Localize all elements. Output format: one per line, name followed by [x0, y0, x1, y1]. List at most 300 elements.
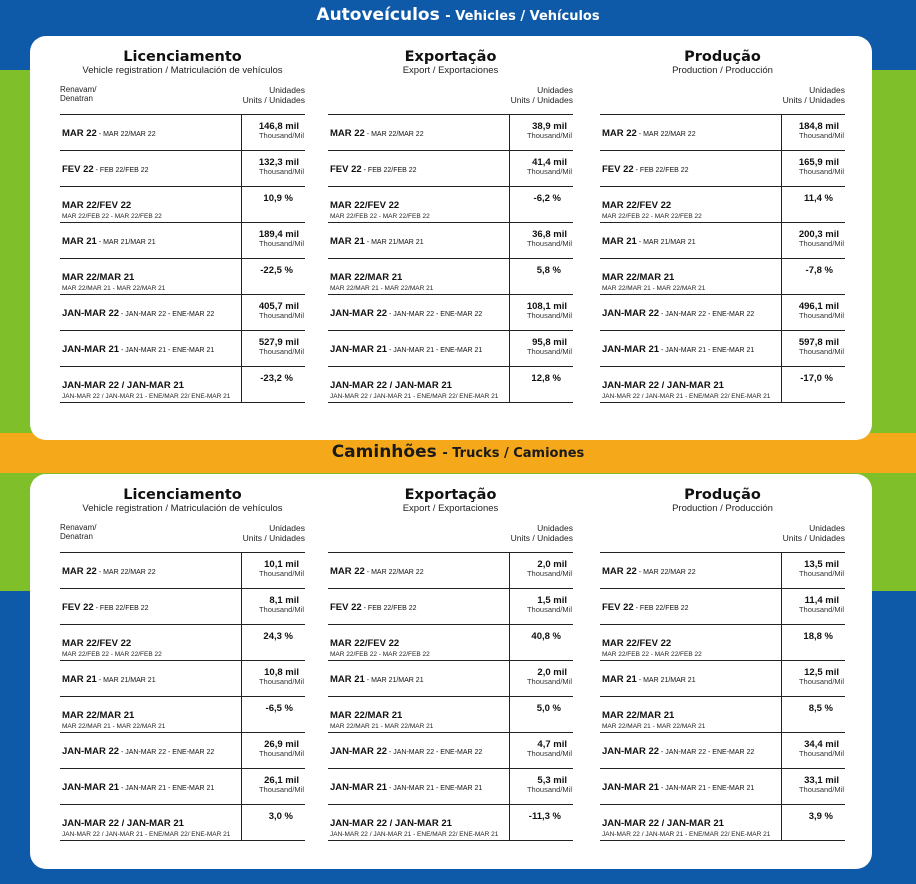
row-label: MAR 21 - MAR 21/MAR 21 — [602, 236, 696, 247]
units-label: Unidades — [269, 523, 305, 533]
value-number: 146,8 mil — [258, 121, 299, 132]
row-label: MAR 22 - MAR 22/MAR 22 — [602, 128, 696, 139]
row-label — [602, 195, 780, 221]
value-number: 34,4 mil — [804, 739, 839, 750]
column-subtitle: Production / Producción — [672, 65, 773, 76]
value-unit: Thousand/Mil — [798, 347, 844, 356]
data-source-line: Renavam/ — [60, 85, 97, 94]
row-label — [330, 633, 508, 659]
units-translation: Units / Unidades — [510, 95, 573, 105]
value-cell — [781, 661, 845, 696]
units-header — [783, 523, 845, 543]
section-title-trucks: Caminhões - Trucks / Camiones — [331, 442, 585, 462]
units-header — [511, 523, 573, 543]
value-number: 8,1 mil — [269, 595, 299, 606]
period-translation: MAR 21/MAR 21 — [103, 677, 156, 684]
table-row — [600, 223, 845, 259]
period-label: MAR 22 — [330, 128, 365, 139]
period-translation: MAR 22/MAR 21 - MAR 22/MAR 21 — [602, 285, 706, 292]
section-subtitle: Trucks / Camiones — [452, 446, 585, 461]
data-source-line: Renavam/ — [60, 523, 97, 532]
data-table — [328, 114, 573, 403]
period-label: MAR 21 — [602, 674, 637, 685]
value-unit: Thousand/Mil — [798, 605, 844, 614]
value-cell — [781, 367, 845, 402]
period-translation: JAN-MAR 22 / JAN-MAR 21 - ENE/MAR 22/ ENE-MAR 21 — [330, 831, 499, 838]
table-row — [600, 367, 845, 403]
value-percent: 40,8 % — [531, 631, 561, 642]
value-unit: Thousand/Mil — [258, 605, 304, 614]
row-label: MAR 22 - MAR 22/MAR 22 — [62, 566, 156, 577]
value-percent: -7,8 % — [805, 265, 833, 276]
value-number: 189,4 mil — [258, 229, 299, 240]
row-label — [602, 813, 780, 839]
period-label: MAR 22/MAR 21 — [330, 272, 403, 283]
table-row — [328, 151, 573, 187]
table-row — [60, 769, 305, 805]
value-number: 4,7 mil — [537, 739, 567, 750]
value-number: 95,8 mil — [532, 337, 567, 348]
section-title-vehicles: Autoveículos - Vehicles / Vehículos — [316, 5, 600, 25]
units-header — [243, 85, 305, 105]
column-subtitle: Export / Exportaciones — [402, 503, 499, 514]
row-label — [602, 375, 780, 401]
value-cell — [241, 733, 305, 768]
value-cell — [241, 223, 305, 258]
vehicles-card — [30, 36, 872, 440]
period-translation: JAN-MAR 22 - ENE-MAR 22 — [393, 749, 483, 756]
table-row — [60, 625, 305, 661]
value-number: 200,3 mil — [798, 229, 839, 240]
table-row — [328, 769, 573, 805]
column-subtitle: Vehicle registration / Matriculación de vehículos — [82, 65, 283, 76]
row-label — [62, 813, 240, 839]
table-row — [60, 295, 305, 331]
table-row — [60, 151, 305, 187]
period-translation: MAR 22/MAR 21 - MAR 22/MAR 21 — [602, 723, 706, 730]
value-cell — [781, 733, 845, 768]
row-label: JAN-MAR 21 - JAN-MAR 21 - ENE-MAR 21 — [62, 344, 215, 355]
units-header — [511, 85, 573, 105]
units-label: Unidades — [537, 85, 573, 95]
column-title: Produção — [684, 49, 761, 65]
column-header — [600, 49, 845, 76]
row-label: MAR 21 - MAR 21/MAR 21 — [62, 236, 156, 247]
value-cell — [781, 187, 845, 222]
value-number: 10,1 mil — [264, 559, 299, 570]
row-label: FEV 22 - FEB 22/FEB 22 — [602, 164, 689, 175]
period-translation: MAR 22/FEB 22 - MAR 22/FEB 22 — [330, 651, 430, 658]
value-unit: Thousand/Mil — [798, 239, 844, 248]
value-unit: Thousand/Mil — [258, 347, 304, 356]
units-label: Unidades — [269, 85, 305, 95]
table-row — [328, 733, 573, 769]
units-label: Unidades — [809, 523, 845, 533]
period-translation: MAR 22/FEB 22 - MAR 22/FEB 22 — [62, 651, 162, 658]
table-row — [328, 295, 573, 331]
row-label: MAR 21 - MAR 21/MAR 21 — [330, 674, 424, 685]
value-number: 108,1 mil — [526, 301, 567, 312]
value-unit: Thousand/Mil — [526, 311, 572, 320]
data-table — [328, 552, 573, 841]
row-label: MAR 22 - MAR 22/MAR 22 — [330, 128, 424, 139]
table-row — [60, 733, 305, 769]
value-cell — [241, 115, 305, 150]
value-cell — [241, 661, 305, 696]
period-translation: MAR 21/MAR 21 — [643, 239, 696, 246]
period-translation: JAN-MAR 22 / JAN-MAR 21 - ENE/MAR 22/ ENE-MAR 21 — [330, 393, 499, 400]
table-row — [328, 259, 573, 295]
value-cell — [781, 553, 845, 588]
value-cell — [781, 295, 845, 330]
value-percent: 8,5 % — [808, 703, 833, 714]
value-percent: -6,5 % — [265, 703, 293, 714]
value-number: 26,1 mil — [264, 775, 299, 786]
period-label: FEV 22 — [62, 164, 94, 175]
units-label: Unidades — [537, 523, 573, 533]
value-number: 38,9 mil — [532, 121, 567, 132]
column-title: Produção — [684, 487, 761, 503]
value-cell — [241, 625, 305, 660]
period-label: JAN-MAR 22 / JAN-MAR 21 — [62, 380, 184, 391]
column-title: Licenciamento — [123, 49, 242, 65]
row-label: JAN-MAR 21 - JAN-MAR 21 - ENE-MAR 21 — [330, 782, 483, 793]
value-unit: Thousand/Mil — [798, 677, 844, 686]
value-cell — [241, 769, 305, 804]
value-percent: 12,8 % — [531, 373, 561, 384]
period-translation: FEB 22/FEB 22 — [639, 605, 689, 612]
table-row — [328, 367, 573, 403]
value-cell — [509, 733, 573, 768]
table-row — [60, 187, 305, 223]
value-unit: Thousand/Mil — [258, 311, 304, 320]
value-unit: Thousand/Mil — [526, 239, 572, 248]
value-number: 405,7 mil — [258, 301, 299, 312]
value-cell — [509, 331, 573, 366]
value-cell — [241, 151, 305, 186]
value-cell — [241, 259, 305, 294]
row-label: FEV 22 - FEB 22/FEB 22 — [62, 164, 149, 175]
period-translation: JAN-MAR 22 - ENE-MAR 22 — [665, 311, 755, 318]
table-row — [60, 223, 305, 259]
period-label: JAN-MAR 21 — [330, 782, 388, 793]
period-translation: JAN-MAR 22 - ENE-MAR 22 — [125, 311, 215, 318]
value-cell — [509, 295, 573, 330]
period-label: FEV 22 — [330, 602, 362, 613]
column-header — [328, 49, 573, 76]
value-cell — [509, 661, 573, 696]
table-row — [600, 187, 845, 223]
period-label: JAN-MAR 22 — [602, 308, 660, 319]
value-cell — [241, 697, 305, 732]
table-row — [328, 115, 573, 151]
value-percent: 5,0 % — [536, 703, 561, 714]
period-label: JAN-MAR 22 / JAN-MAR 21 — [330, 818, 452, 829]
value-cell — [241, 295, 305, 330]
value-unit: Thousand/Mil — [258, 239, 304, 248]
value-number: 12,5 mil — [804, 667, 839, 678]
period-translation: JAN-MAR 21 - ENE-MAR 21 — [125, 347, 215, 354]
row-label: JAN-MAR 22 - JAN-MAR 22 - ENE-MAR 22 — [62, 746, 215, 757]
row-label: JAN-MAR 22 - JAN-MAR 22 - ENE-MAR 22 — [62, 308, 215, 319]
period-translation: FEB 22/FEB 22 — [99, 605, 149, 612]
value-percent: 3,0 % — [268, 811, 293, 822]
column-subtitle: Export / Exportaciones — [402, 65, 499, 76]
row-label: MAR 22 - MAR 22/MAR 22 — [330, 566, 424, 577]
value-unit: Thousand/Mil — [526, 569, 572, 578]
period-label: MAR 22/MAR 21 — [602, 710, 675, 721]
value-percent: 5,8 % — [536, 265, 561, 276]
value-percent: -22,5 % — [260, 265, 293, 276]
column-header — [600, 487, 845, 514]
table-row — [60, 553, 305, 589]
table-row — [60, 367, 305, 403]
table-row — [600, 331, 845, 367]
row-label — [602, 267, 780, 293]
period-label: JAN-MAR 22 / JAN-MAR 21 — [602, 380, 724, 391]
table-row — [328, 187, 573, 223]
value-number: 26,9 mil — [264, 739, 299, 750]
period-translation: MAR 21/MAR 21 — [371, 677, 424, 684]
value-percent: -11,3 % — [528, 811, 561, 822]
period-translation: MAR 22/FEB 22 - MAR 22/FEB 22 — [62, 213, 162, 220]
column-title: Exportação — [404, 49, 497, 65]
table-row — [600, 259, 845, 295]
row-label: MAR 21 - MAR 21/MAR 21 — [62, 674, 156, 685]
value-cell — [241, 805, 305, 840]
row-label: MAR 21 - MAR 21/MAR 21 — [602, 674, 696, 685]
table-row — [600, 625, 845, 661]
period-translation: MAR 22/MAR 22 — [643, 569, 696, 576]
row-label — [602, 705, 780, 731]
value-number: 132,3 mil — [258, 157, 299, 168]
period-translation: MAR 22/FEB 22 - MAR 22/FEB 22 — [602, 213, 702, 220]
period-translation: JAN-MAR 22 - ENE-MAR 22 — [393, 311, 483, 318]
period-translation: MAR 22/MAR 22 — [103, 131, 156, 138]
period-translation: FEB 22/FEB 22 — [367, 605, 417, 612]
data-table — [60, 552, 305, 841]
value-number: 13,5 mil — [804, 559, 839, 570]
period-label: MAR 22 — [602, 566, 637, 577]
data-source-line: Denatran — [60, 532, 93, 541]
units-translation: Units / Unidades — [510, 533, 573, 543]
value-unit: Thousand/Mil — [526, 347, 572, 356]
table-row — [600, 697, 845, 733]
period-translation: MAR 22/MAR 22 — [103, 569, 156, 576]
period-label: MAR 22/MAR 21 — [602, 272, 675, 283]
value-cell — [509, 625, 573, 660]
table-row — [328, 661, 573, 697]
table-row — [328, 625, 573, 661]
period-label: MAR 22/FEV 22 — [602, 200, 672, 211]
row-label — [62, 195, 240, 221]
row-label — [330, 375, 508, 401]
value-cell — [509, 769, 573, 804]
table-row — [600, 733, 845, 769]
value-unit: Thousand/Mil — [258, 167, 304, 176]
value-percent: 24,3 % — [263, 631, 293, 642]
period-label: MAR 21 — [62, 674, 97, 685]
column-header — [328, 487, 573, 514]
period-label: JAN-MAR 22 — [62, 746, 120, 757]
value-unit: Thousand/Mil — [258, 131, 304, 140]
value-unit: Thousand/Mil — [798, 785, 844, 794]
value-cell — [781, 697, 845, 732]
data-source-line: Denatran — [60, 94, 93, 103]
value-cell — [509, 367, 573, 402]
value-cell — [509, 259, 573, 294]
value-unit: Thousand/Mil — [258, 785, 304, 794]
value-cell — [781, 331, 845, 366]
period-translation: JAN-MAR 21 - ENE-MAR 21 — [393, 785, 483, 792]
value-unit: Thousand/Mil — [798, 167, 844, 176]
period-label: MAR 21 — [330, 674, 365, 685]
value-number: 165,9 mil — [798, 157, 839, 168]
period-label: MAR 21 — [602, 236, 637, 247]
table-row — [328, 697, 573, 733]
period-translation: MAR 22/FEB 22 - MAR 22/FEB 22 — [602, 651, 702, 658]
value-number: 2,0 mil — [537, 559, 567, 570]
row-label — [602, 633, 780, 659]
value-cell — [241, 589, 305, 624]
table-row — [600, 151, 845, 187]
value-number: 41,4 mil — [532, 157, 567, 168]
data-table — [600, 114, 845, 403]
units-header — [783, 85, 845, 105]
value-cell — [509, 697, 573, 732]
value-cell — [781, 259, 845, 294]
value-number: 10,8 mil — [264, 667, 299, 678]
period-label: JAN-MAR 22 / JAN-MAR 21 — [62, 818, 184, 829]
row-label — [62, 375, 240, 401]
period-label: JAN-MAR 22 — [330, 746, 388, 757]
table-row — [328, 223, 573, 259]
table-row — [600, 661, 845, 697]
row-label: FEV 22 - FEB 22/FEB 22 — [330, 164, 417, 175]
row-label — [330, 195, 508, 221]
value-percent: -17,0 % — [800, 373, 833, 384]
table-row — [600, 589, 845, 625]
value-cell — [241, 331, 305, 366]
column-header — [60, 487, 305, 514]
value-number: 11,4 mil — [804, 595, 839, 606]
value-unit: Thousand/Mil — [258, 677, 304, 686]
value-cell — [781, 625, 845, 660]
value-number: 527,9 mil — [258, 337, 299, 348]
units-label: Unidades — [809, 85, 845, 95]
row-label: FEV 22 - FEB 22/FEB 22 — [602, 602, 689, 613]
period-translation: JAN-MAR 22 / JAN-MAR 21 - ENE/MAR 22/ ENE-MAR 21 — [602, 831, 771, 838]
section-main-title: Caminhões — [331, 442, 437, 462]
period-translation: JAN-MAR 22 / JAN-MAR 21 - ENE/MAR 22/ ENE-MAR 21 — [62, 393, 231, 400]
period-label: FEV 22 — [602, 602, 634, 613]
table-row — [60, 589, 305, 625]
value-percent: 11,4 % — [803, 193, 833, 204]
period-translation: JAN-MAR 21 - ENE-MAR 21 — [125, 785, 215, 792]
period-label: MAR 22/FEV 22 — [330, 200, 400, 211]
data-source — [60, 523, 96, 541]
value-unit: Thousand/Mil — [526, 167, 572, 176]
period-translation: MAR 22/MAR 22 — [643, 131, 696, 138]
table-row — [600, 295, 845, 331]
value-unit: Thousand/Mil — [798, 311, 844, 320]
table-row — [600, 115, 845, 151]
period-translation: MAR 22/FEB 22 - MAR 22/FEB 22 — [330, 213, 430, 220]
units-translation: Units / Unidades — [242, 95, 305, 105]
row-label: JAN-MAR 22 - JAN-MAR 22 - ENE-MAR 22 — [602, 308, 755, 319]
row-label — [62, 705, 240, 731]
period-label: JAN-MAR 21 — [330, 344, 388, 355]
value-number: 184,8 mil — [798, 121, 839, 132]
table-row — [60, 115, 305, 151]
period-translation: FEB 22/FEB 22 — [639, 167, 689, 174]
row-label — [62, 633, 240, 659]
table-row — [60, 697, 305, 733]
value-cell — [509, 151, 573, 186]
row-label: JAN-MAR 22 - JAN-MAR 22 - ENE-MAR 22 — [330, 308, 483, 319]
column-subtitle: Production / Producción — [672, 503, 773, 514]
value-cell — [781, 151, 845, 186]
row-label: JAN-MAR 21 - JAN-MAR 21 - ENE-MAR 21 — [330, 344, 483, 355]
value-cell — [509, 187, 573, 222]
period-translation: FEB 22/FEB 22 — [367, 167, 417, 174]
data-table — [60, 114, 305, 403]
period-label: MAR 21 — [62, 236, 97, 247]
row-label: JAN-MAR 21 - JAN-MAR 21 - ENE-MAR 21 — [602, 344, 755, 355]
table-row — [60, 661, 305, 697]
period-label: JAN-MAR 22 / JAN-MAR 21 — [330, 380, 452, 391]
table-row — [60, 805, 305, 841]
period-label: MAR 22 — [602, 128, 637, 139]
period-label: MAR 22/MAR 21 — [62, 710, 135, 721]
table-row — [328, 553, 573, 589]
units-translation: Units / Unidades — [242, 533, 305, 543]
column-header — [60, 49, 305, 76]
row-label: FEV 22 - FEB 22/FEB 22 — [330, 602, 417, 613]
units-header — [243, 523, 305, 543]
row-label: JAN-MAR 21 - JAN-MAR 21 - ENE-MAR 21 — [602, 782, 755, 793]
data-table — [600, 552, 845, 841]
value-number: 2,0 mil — [537, 667, 567, 678]
value-cell — [509, 553, 573, 588]
value-number: 33,1 mil — [804, 775, 839, 786]
value-unit: Thousand/Mil — [798, 749, 844, 758]
table-row — [328, 805, 573, 841]
units-translation: Units / Unidades — [782, 533, 845, 543]
period-translation: FEB 22/FEB 22 — [99, 167, 149, 174]
row-label — [62, 267, 240, 293]
period-label: JAN-MAR 21 — [62, 782, 120, 793]
value-cell — [509, 589, 573, 624]
period-translation: MAR 22/MAR 22 — [371, 131, 424, 138]
value-percent: 10,9 % — [263, 193, 293, 204]
period-label: JAN-MAR 21 — [62, 344, 120, 355]
period-label: FEV 22 — [602, 164, 634, 175]
value-unit: Thousand/Mil — [526, 131, 572, 140]
table-row — [60, 331, 305, 367]
period-label: MAR 22/FEV 22 — [602, 638, 672, 649]
period-label: MAR 22 — [62, 566, 97, 577]
period-translation: JAN-MAR 22 / JAN-MAR 21 - ENE/MAR 22/ ENE-MAR 21 — [602, 393, 771, 400]
section-main-title: Autoveículos — [316, 5, 440, 25]
period-translation: JAN-MAR 21 - ENE-MAR 21 — [665, 347, 755, 354]
period-translation: MAR 21/MAR 21 — [103, 239, 156, 246]
period-label: JAN-MAR 21 — [602, 782, 660, 793]
value-percent: -6,2 % — [533, 193, 561, 204]
period-label: FEV 22 — [330, 164, 362, 175]
period-translation: JAN-MAR 22 / JAN-MAR 21 - ENE/MAR 22/ ENE-MAR 21 — [62, 831, 231, 838]
value-number: 1,5 mil — [537, 595, 567, 606]
